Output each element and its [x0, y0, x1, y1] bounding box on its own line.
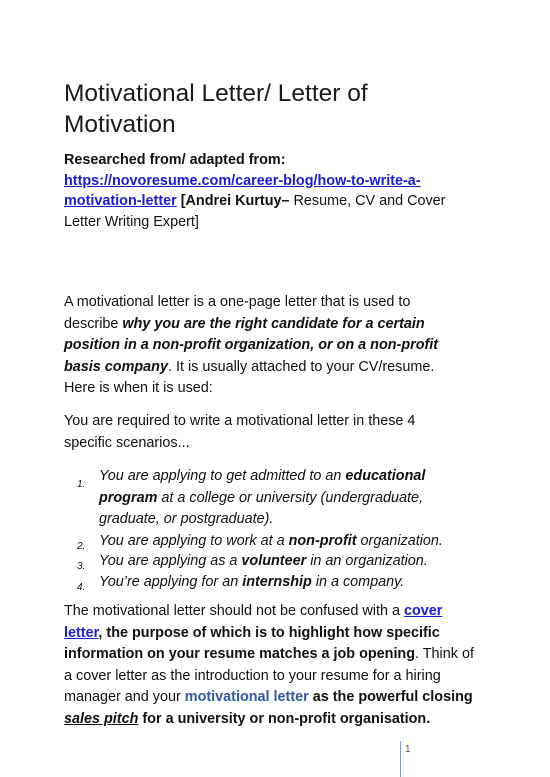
list-item-text: You are applying as a	[99, 553, 242, 569]
list-item-text: at a college or university (undergraduate, graduate, or postgraduate).	[99, 489, 423, 527]
intro-text-1: A motivational letter is a one-page letter that is used to describe	[64, 294, 411, 332]
list-item-number: 3.	[77, 561, 86, 572]
list-item	[77, 572, 467, 593]
intro-text-2: . It is usually attached to your CV/resume. Here is when it is used:	[64, 358, 435, 396]
source-link[interactable]: https://novoresume.com/career-blog/how-to-write-a-motivation-letter	[64, 172, 421, 209]
sales-pitch-text: sales pitch	[64, 710, 139, 727]
list-item-text: organization.	[356, 532, 443, 549]
list-item-text: You are applying to work at a	[99, 532, 289, 549]
list-item-emphasis: volunteer	[241, 553, 307, 569]
list-item-emphasis: non-profit	[288, 532, 357, 549]
list-item	[77, 466, 467, 531]
scenario-list	[77, 466, 467, 592]
list-item-number: 2.	[77, 540, 86, 552]
list-item-text: in an organization.	[306, 553, 428, 569]
page-number: 1	[405, 744, 411, 755]
footer-divider	[400, 741, 401, 777]
cover-text-2: , the purpose of which is to highlight how specific information on your resume matches a job opening	[64, 624, 440, 662]
paragraph-scenarios: You are required to write a motivational letter in these 4 specific scenarios...	[64, 413, 416, 451]
list-item-emphasis: internship	[242, 573, 312, 590]
list-item-text: You’re applying for an	[99, 573, 243, 590]
cover-text-3: . Think of a cover letter as the introduction to your resume for a hiring manager and your	[64, 646, 474, 705]
cover-letter-link[interactable]: cover letter	[64, 603, 443, 641]
source-citation	[64, 150, 464, 232]
source-author-rest: Resume, CV and Cover Letter Writing Expert]	[64, 193, 446, 230]
list-item	[77, 531, 467, 552]
paragraph-cover-letter	[64, 601, 484, 730]
list-item	[77, 551, 467, 572]
list-item-number: 1.	[77, 479, 86, 490]
cover-text-7: for a university or non-profit organisation.	[138, 710, 431, 727]
list-item-emphasis: educational program	[99, 468, 426, 506]
list-item-text: You are applying to get admitted to an	[99, 468, 346, 484]
cover-text-1: The motivational letter should not be confused with a	[64, 603, 404, 619]
paragraph-intro	[64, 292, 459, 400]
list-item-number: 4.	[77, 581, 86, 593]
cover-highlight: motivational letter	[184, 689, 309, 705]
cover-text-5: as the powerful closing	[308, 689, 473, 705]
document-title: Motivational Letter/ Letter of Motivation	[64, 80, 368, 138]
source-label: Researched from/ adapted from:	[64, 152, 286, 168]
list-item-text: in a company.	[311, 573, 405, 590]
intro-emphasis: why you are the right candidate for a certain position in a non-profit organization, or on a non-profit basis company	[64, 315, 439, 375]
source-author: [Andrei Kurtuy–	[180, 193, 290, 209]
